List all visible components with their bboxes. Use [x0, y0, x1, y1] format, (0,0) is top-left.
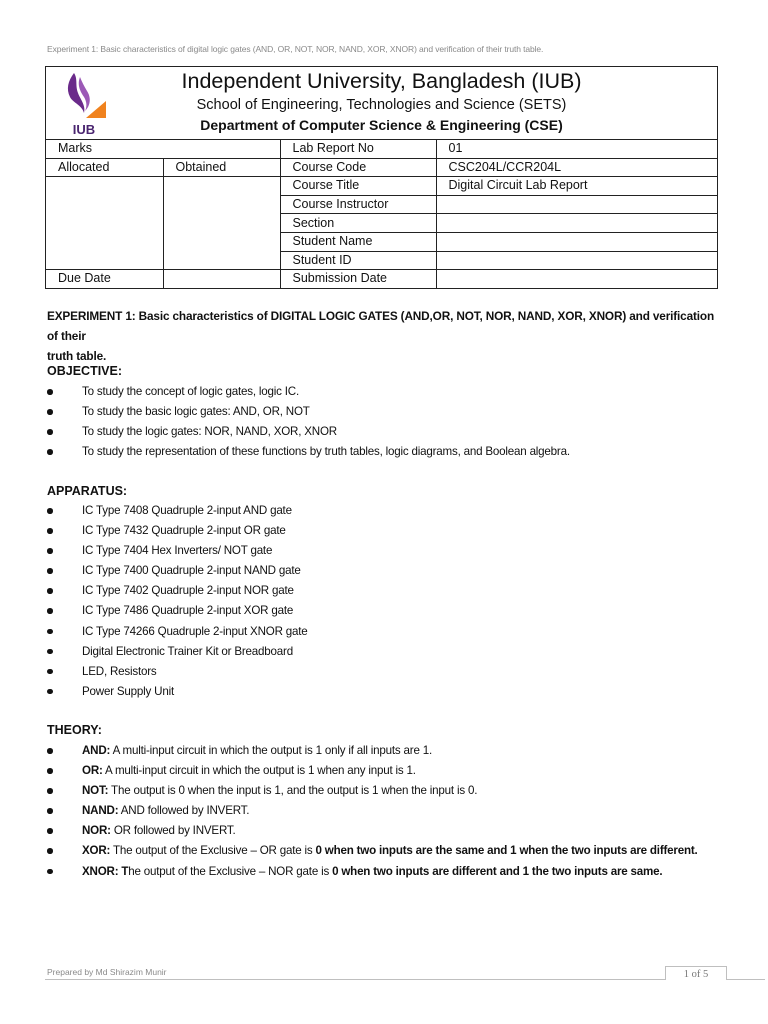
theory-text: The output is 0 when the input is 1, and the output is 1 when the input is 0. [108, 784, 478, 798]
bullet-icon [47, 508, 53, 514]
experiment-title-line: truth table. [47, 349, 107, 363]
header-banner [46, 67, 717, 140]
field-label: Submission Date [280, 270, 436, 288]
field-value [436, 251, 717, 270]
field-value [436, 214, 717, 233]
header-table [45, 66, 718, 289]
prepared-by: Prepared by Md Shirazim Munir [47, 967, 167, 977]
bullet-icon [47, 869, 53, 875]
list-item [47, 442, 570, 462]
list-item-text: To study the representation of these functions by truth tables, logic diagrams, and Boolean algebra. [82, 445, 570, 459]
field-label: Course Title [280, 177, 436, 196]
list-item-text: IC Type 7408 Quadruple 2-input AND gate [82, 504, 292, 517]
field-value [436, 270, 717, 288]
list-item-text: Power Supply Unit [82, 684, 174, 698]
list-item [47, 541, 308, 561]
theory-text: he output of the Exclusive – NOR gate is [128, 864, 333, 878]
list-item [47, 622, 308, 642]
bullet-icon [47, 588, 53, 594]
list-item [47, 662, 308, 682]
page-number: 1 of 5 [683, 969, 709, 980]
theory-text: OR followed by INVERT. [110, 824, 236, 838]
theory-term: XOR: [82, 844, 111, 858]
experiment-title [47, 306, 727, 366]
table-row [46, 177, 717, 196]
list-item [47, 561, 308, 581]
list-item [47, 801, 698, 821]
list-item-text: Digital Electronic Trainer Kit or Breadboard [82, 644, 293, 658]
table-row [46, 158, 717, 177]
field-value: Digital Circuit Lab Report [436, 177, 717, 196]
bullet-icon [47, 429, 53, 435]
theory-term: AND: [82, 744, 111, 757]
logo-text: IUB [72, 122, 96, 137]
list-item-text: IC Type 7402 Quadruple 2-input NOR gate [82, 584, 294, 598]
list-item [47, 821, 698, 841]
marks-label: Marks [46, 140, 280, 158]
list-item-text: IC Type 7404 Hex Inverters/ NOT gate [82, 544, 273, 558]
list-item [47, 581, 308, 601]
list-item [47, 382, 570, 402]
bullet-icon [47, 669, 53, 675]
bullet-icon [47, 389, 53, 395]
theory-heading: THEORY: [47, 723, 102, 737]
bullet-icon [47, 788, 53, 794]
list-item [47, 422, 570, 442]
bullet-icon [47, 748, 53, 754]
apparatus-heading: APPARATUS: [47, 484, 128, 498]
allocated-marks-cell [46, 177, 163, 270]
list-item-text: IC Type 74266 Quadruple 2-input XNOR gate [82, 624, 308, 638]
theory-term: OR: [82, 764, 103, 778]
list-item-text: To study the concept of logic gates, logic IC. [82, 385, 300, 398]
obtained-marks-cell [163, 177, 280, 270]
field-label: Section [280, 214, 436, 233]
bullet-icon [47, 808, 53, 814]
experiment-title-line: EXPERIMENT 1: Basic characteristics of DIGITAL LOGIC GATES (AND,OR, NOT, NOR, NAND, XOR, XNOR) and verification of their [47, 309, 715, 343]
university-name: Independent University, Bangladesh (IUB) [181, 69, 582, 93]
list-item [47, 601, 308, 621]
theory-term: NAND: [82, 804, 119, 818]
list-item [47, 642, 308, 662]
theory-text: A multi-input circuit in which the output is 1 only if all inputs are 1. [110, 744, 432, 757]
list-item-text: To study the basic logic gates: AND, OR, NOT [82, 405, 310, 419]
running-header: Experiment 1: Basic characteristics of digital logic gates (AND, OR, NOT, NOR, NAND, XOR, XNOR) and verification of their truth table. [47, 44, 544, 54]
theory-list [47, 741, 698, 882]
bullet-icon [47, 409, 53, 415]
list-item [47, 741, 698, 761]
theory-text: AND followed by INVERT. [118, 804, 250, 818]
bullet-icon [47, 629, 53, 635]
table-row [46, 270, 717, 288]
theory-text: A multi-input circuit in which the output is 1 when any input is 1. [102, 764, 416, 778]
table-row [46, 140, 717, 158]
bullet-icon [47, 689, 53, 695]
theory-term: XNOR: T [82, 864, 129, 878]
page-number-box [665, 966, 727, 980]
obtained-label: Obtained [163, 158, 280, 177]
theory-term: NOT: [82, 784, 109, 798]
bullet-icon [47, 768, 53, 774]
footer-divider [45, 979, 765, 980]
list-item [47, 501, 308, 521]
bullet-icon [47, 528, 53, 534]
list-item [47, 781, 698, 801]
bullet-icon [47, 548, 53, 554]
list-item [47, 761, 698, 781]
field-label: Course Instructor [280, 195, 436, 214]
theory-bold-text: 0 when two inputs are different and 1 the two inputs are same. [332, 864, 663, 878]
apparatus-list [47, 501, 308, 702]
bullet-icon [47, 568, 53, 574]
objective-list [47, 382, 570, 462]
allocated-label: Allocated [46, 158, 163, 177]
bullet-icon [47, 649, 53, 655]
list-item-text: IC Type 7400 Quadruple 2-input NAND gate [82, 564, 301, 578]
field-value [436, 195, 717, 214]
theory-text: The output of the Exclusive – OR gate is [110, 844, 316, 858]
due-date-value [163, 270, 280, 288]
list-item [47, 402, 570, 422]
list-item [47, 841, 698, 861]
report-info-table [46, 140, 717, 288]
list-item-text: IC Type 7486 Quadruple 2-input XOR gate [82, 604, 294, 618]
bullet-icon [47, 828, 53, 834]
list-item [47, 521, 308, 541]
theory-bold-text: 0 when two inputs are the same and 1 when the two inputs are different. [315, 844, 698, 858]
field-label: Student ID [280, 251, 436, 270]
field-label: Course Code [280, 158, 436, 177]
field-value [436, 232, 717, 251]
field-label: Lab Report No [280, 140, 436, 158]
list-item-text: LED, Resistors [82, 664, 157, 678]
list-item-text: IC Type 7432 Quadruple 2-input OR gate [82, 524, 286, 538]
bullet-icon [47, 608, 53, 614]
field-value: 01 [436, 140, 717, 158]
theory-term: NOR: [82, 824, 111, 838]
list-item-text: To study the logic gates: NOR, NAND, XOR, XNOR [82, 425, 337, 439]
department-name: Department of Computer Science & Engineering (CSE) [200, 117, 563, 133]
list-item [47, 682, 308, 702]
list-item [47, 862, 698, 882]
due-date-label: Due Date [46, 270, 163, 288]
objective-heading: OBJECTIVE: [47, 364, 123, 378]
bullet-icon [47, 848, 53, 854]
bullet-icon [47, 449, 53, 455]
field-value: CSC204L/CCR204L [436, 158, 717, 177]
school-name: School of Engineering, Technologies and Science (SETS) [196, 97, 567, 113]
field-label: Student Name [280, 232, 436, 251]
